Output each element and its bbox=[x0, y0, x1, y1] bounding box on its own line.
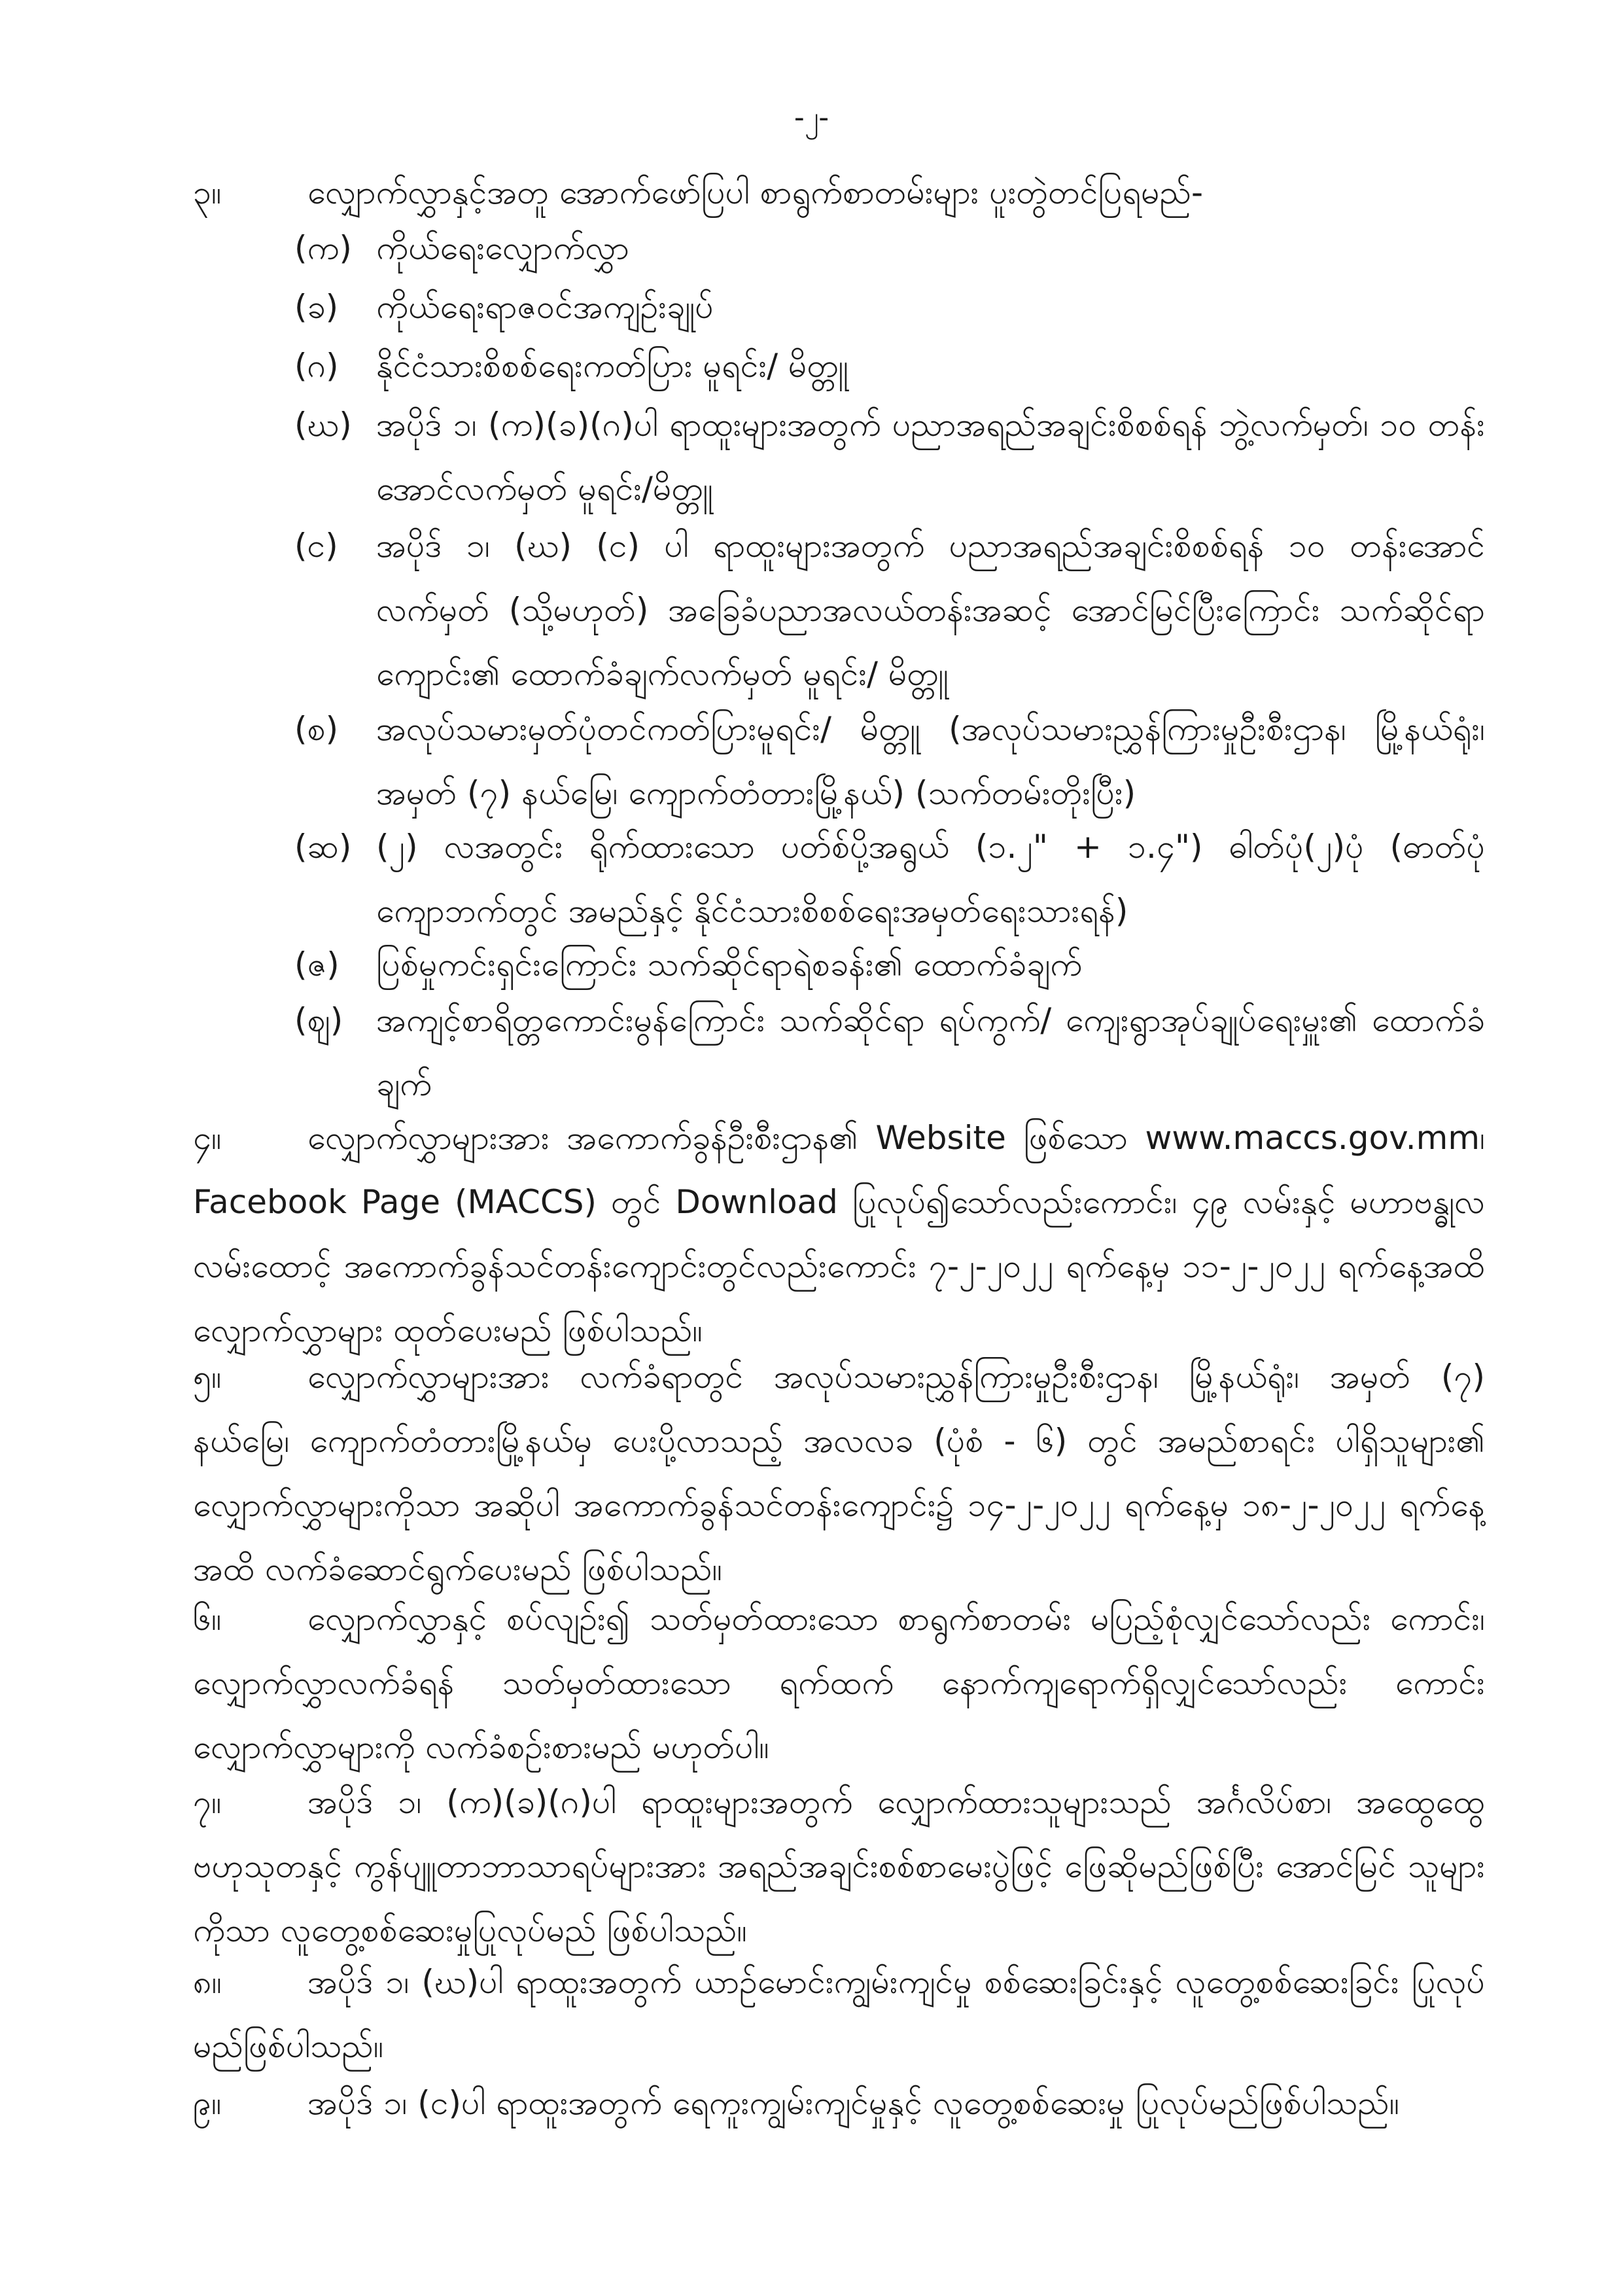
section-7 bbox=[193, 1770, 1485, 1962]
section-number: ၈။ bbox=[193, 1963, 222, 2001]
section-number: ၉။ bbox=[193, 2084, 222, 2122]
item-text: အလုပ်သမားမှတ်ပုံတင်ကတ်ပြားမူရင်း/ မိတ္တူ (အလုပ်သမားညွှန်ကြားမှုဦးစီးဌာန၊ မြို့နယ်ရုံး၊ အမှတ် (၇) နယ်မြေ၊ ကျောက်တံတားမြို့နယ်) (သက်တမ်းတိုးပြီး) bbox=[376, 710, 1485, 812]
item-text: အပိုဒ် ၁၊ (ဃ) (င) ပါ ရာထူးများအတွက် ပညာအရည်အချင်းစိစစ်ရန် ၁၀ တန်းအောင် လက်မှတ် (သို့မဟုတ်) အခြေခံပညာအလယ်တန်းအဆင့် အောင်မြင်ပြီးကြောင်း သက်ဆိုင်ရာကျောင်း၏ ထောက်ခံချက်လက်မှတ် မူရင်း/ မိတ္တူ bbox=[376, 527, 1485, 693]
section-5 bbox=[193, 1345, 1485, 1601]
item-label: (ဇ) bbox=[294, 945, 340, 983]
item-label: (ဆ) bbox=[294, 828, 352, 866]
item-text: (၂) လအတွင်း ရိုက်ထားသော ပတ်စ်ပို့အရွယ် (၁.၂" + ၁.၄") ဓါတ်ပုံ(၂)ပုံ (ဓာတ်ပုံ ကျောဘက်တွင် အမည်နှင့် နိုင်ငံသားစိစစ်ရေးအမှတ်ရေးသားရန်) bbox=[376, 828, 1485, 930]
item-text: ကိုယ်ရေးလျှောက်လွှာ bbox=[376, 229, 629, 267]
section-text: လျှောက်လွှာနှင့်အတူ အောက်ဖော်ပြပါ စာရွက်စာတမ်းများ ပူးတွဲတင်ပြရမည်- bbox=[307, 173, 1204, 211]
section-text: အပိုဒ် ၁၊ (က)(ခ)(ဂ)ပါ ရာထူးများအတွက် လျှောက်ထားသူများသည် အင်္ဂလိပ်စာ၊ အထွေထွေ ဗဟုသုတနှင့် ကွန်ပျူတာဘာသာရပ်များအား အရည်အချင်းစစ်စာမေးပွဲဖြင့် ဖြေဆိုမည်ဖြစ်ပြီး အောင်မြင် သူများကိုသာ လူတွေ့စစ်ဆေးမှုပြုလုပ်မည် ဖြစ်ပါသည်။ bbox=[193, 1783, 1485, 1949]
section-number: ၅။ bbox=[193, 1358, 222, 1396]
section-number: ၃။ bbox=[193, 173, 222, 211]
item-label: (စ) bbox=[294, 710, 339, 748]
section-text: လျှောက်လွှာများအား အကောက်ခွန်ဦးစီးဌာန၏ Website ဖြစ်သော www.maccs.gov.mm၊ Facebook Page (MACCS) တွင် Download ပြုလုပ်၍သော်လည်းကောင်း၊ ၄၉ လမ်းနှင့် မဟာဗန္ဓုလ လမ်းထောင့် အကောက်ခွန်သင်တန်းကျောင်းတွင်လည်းကောင်း ၇-၂-၂၀၂၂ ရက်နေ့မှ ၁၁-၂-၂၀၂၂ ရက်နေ့အထိ လျှောက်လွှာများ ထုတ်ပေးမည် ဖြစ်ပါသည်။ bbox=[193, 1119, 1485, 1349]
item-label: (ခ) bbox=[294, 288, 339, 326]
section-9 bbox=[193, 2071, 1485, 2135]
list-item bbox=[294, 334, 1485, 398]
list-item bbox=[294, 988, 1485, 1116]
item-label: (က) bbox=[294, 229, 352, 267]
section-number: ၄။ bbox=[193, 1119, 222, 1157]
list-item bbox=[294, 393, 1485, 521]
page-number: -၂- bbox=[794, 101, 829, 134]
item-label: (င) bbox=[294, 527, 338, 565]
section-text: အပိုဒ် ၁၊ (ဃ)ပါ ရာထူးအတွက် ယာဉ်မောင်းကျွမ်းကျင်မှု စစ်ဆေးခြင်းနှင့် လူတွေ့စစ်ဆေးခြင်း ပြုလုပ်မည်ဖြစ်ပါသည်။ bbox=[193, 1963, 1485, 2065]
item-text: ကိုယ်ရေးရာဇဝင်အကျဉ်းချုပ် bbox=[376, 288, 714, 326]
section-3 bbox=[193, 160, 1485, 224]
item-text: နိုင်ငံသားစိစစ်ရေးကတ်ပြား မူရင်း/ မိတ္တူ bbox=[376, 347, 848, 385]
list-item bbox=[294, 697, 1485, 825]
item-text: အပိုဒ် ၁၊ (က)(ခ)(ဂ)ပါ ရာထူးများအတွက် ပညာအရည်အချင်းစိစစ်ရန် ဘွဲ့လက်မှတ်၊ ၁၀ တန်းအောင်လက်မှတ် မူရင်း/မိတ္တူ bbox=[376, 406, 1485, 508]
section-text: လျှောက်လွှာများအား လက်ခံရာတွင် အလုပ်သမားညွှန်ကြားမှုဦးစီးဌာန၊ မြို့နယ်ရုံး၊ အမှတ် (၇) နယ်မြေ၊ ကျောက်တံတားမြို့နယ်မှ ပေးပို့လာသည့် အလလခ (ပုံစံ - ၆) တွင် အမည်စာရင်း ပါရှိသူများ၏ လျှောက်လွှာများကိုသာ အဆိုပါ အကောက်ခွန်သင်တန်းကျောင်း၌ ၁၄-၂-၂၀၂၂ ရက်နေ့မှ ၁၈-၂-၂၀၂၂ ရက်နေ့အထိ လက်ခံဆောင်ရွက်ပေးမည် ဖြစ်ပါသည်။ bbox=[193, 1358, 1485, 1588]
section-8 bbox=[193, 1950, 1485, 2078]
section-number: ၇။ bbox=[193, 1783, 222, 1821]
item-label: (ဂ) bbox=[294, 347, 339, 385]
section-text: လျှောက်လွှာနှင့် စပ်လျဉ်း၍ သတ်မှတ်ထားသော စာရွက်စာတမ်း မပြည့်စုံလျှင်သော်လည်း ကောင်း၊ လျှောက်လွှာလက်ခံရန် သတ်မှတ်ထားသော ရက်ထက် နောက်ကျရောက်ရှိလျှင်သော်လည်း ကောင်း လျှောက်လွှာများကို လက်ခံစဉ်းစားမည် မဟုတ်ပါ။ bbox=[193, 1600, 1485, 1766]
item-label: (ဈ) bbox=[294, 1001, 343, 1039]
item-label: (ဃ) bbox=[294, 406, 352, 444]
list-item bbox=[294, 815, 1485, 943]
list-item bbox=[294, 932, 1485, 997]
item-text: အကျင့်စာရိတ္တကောင်းမွန်ကြောင်း သက်ဆိုင်ရာ ရပ်ကွက်/ ကျေးရွာအုပ်ချုပ်ရေးမှူး၏ ထောက်ခံချက် bbox=[376, 1001, 1485, 1103]
list-item bbox=[294, 275, 1485, 339]
list-item bbox=[294, 216, 1485, 280]
section-4 bbox=[193, 1106, 1485, 1362]
section-text: အပိုဒ် ၁၊ (င)ပါ ရာထူးအတွက် ရေကူးကျွမ်းကျင်မှုနှင့် လူတွေ့စစ်ဆေးမှု ပြုလုပ်မည်ဖြစ်ပါသည်။ bbox=[307, 2084, 1399, 2122]
list-item bbox=[294, 514, 1485, 706]
section-number: ၆။ bbox=[193, 1600, 222, 1638]
section-6 bbox=[193, 1587, 1485, 1779]
item-text: ပြစ်မှုကင်းရှင်းကြောင်း သက်ဆိုင်ရာရဲစခန်း၏ ထောက်ခံချက် bbox=[376, 945, 1083, 983]
